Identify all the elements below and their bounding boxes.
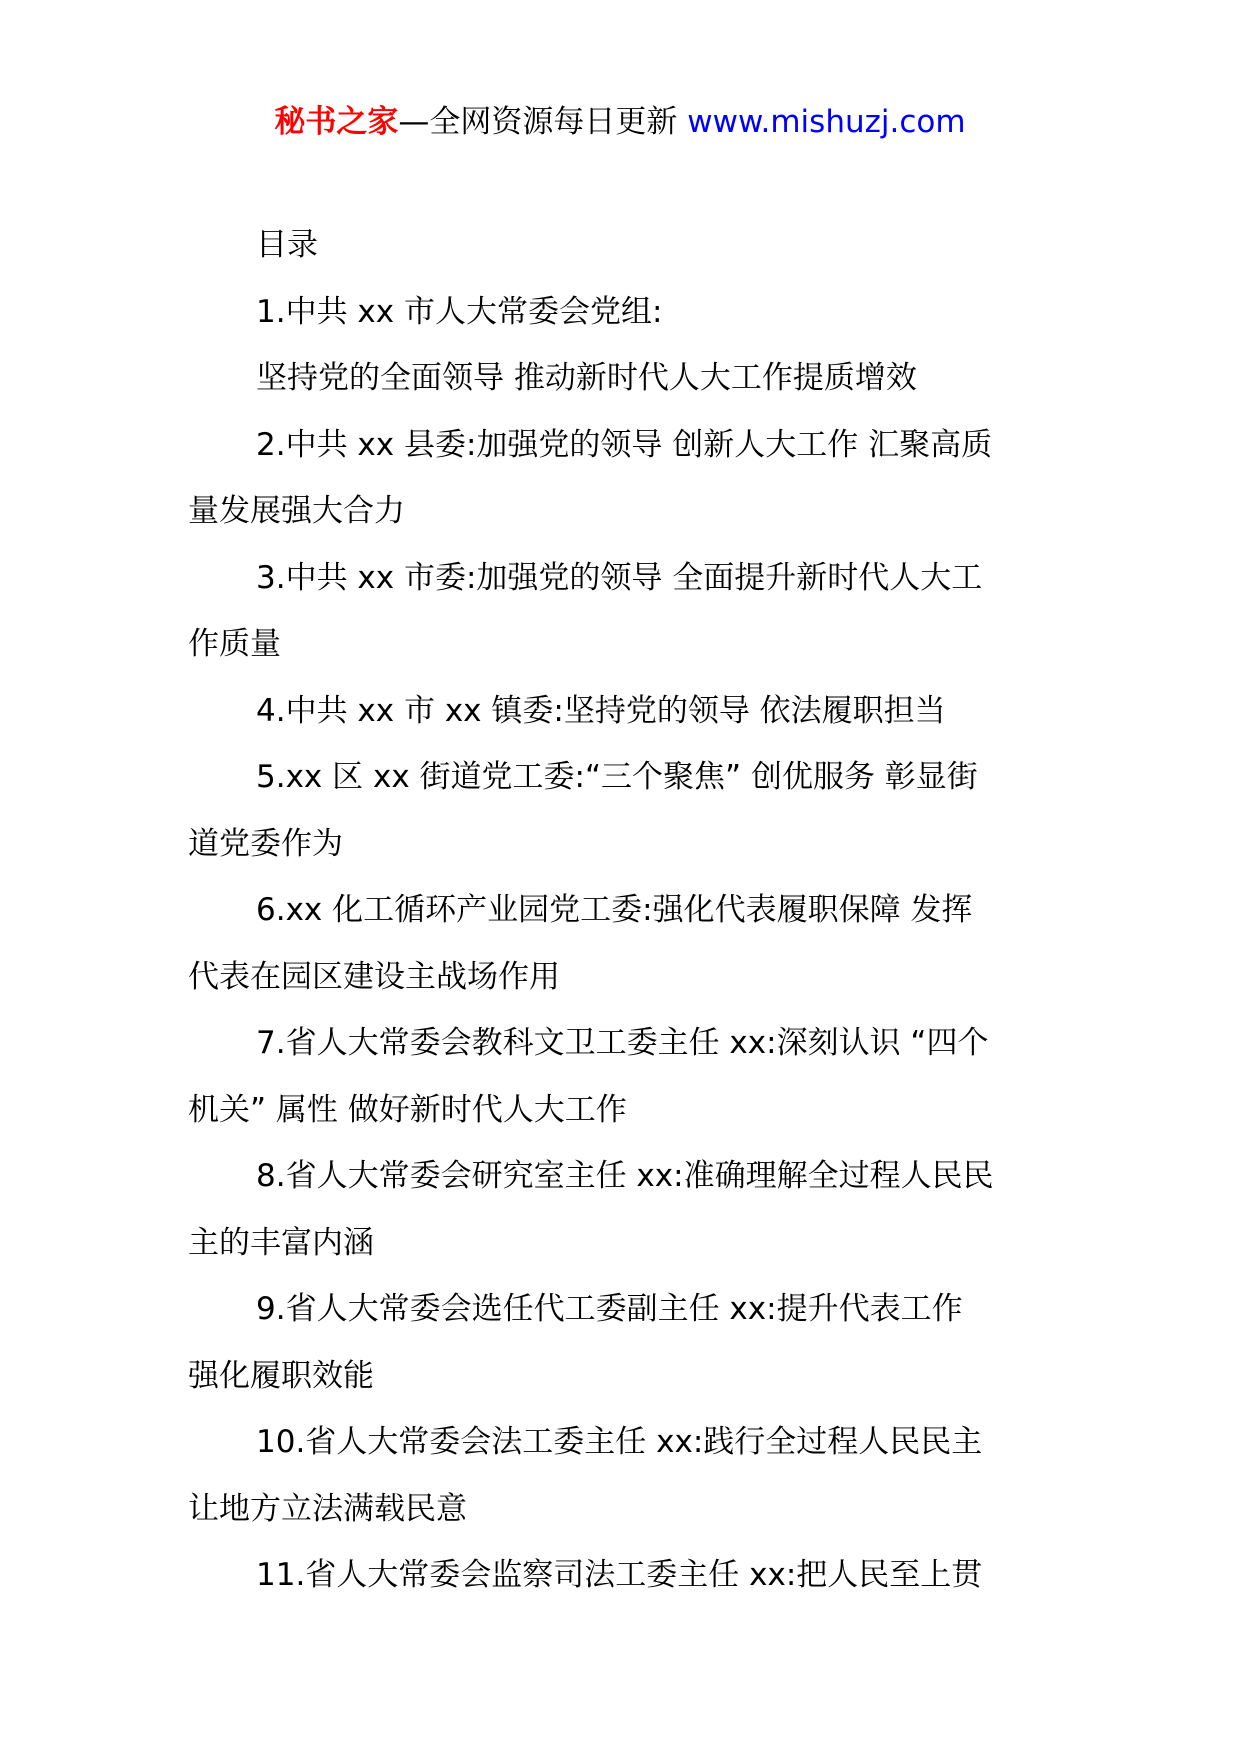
toc-line: 1.中共 xx 市人大常委会党组: <box>256 293 663 330</box>
toc-line: 主的丰富内涵 <box>188 1224 374 1261</box>
toc-line: 4.中共 xx 市 xx 镇委:坚持党的领导 依法履职担当 <box>256 692 946 729</box>
toc-line: 10.省人大常委会法工委主任 xx:践行全过程人民民主 <box>256 1424 983 1460</box>
toc-line: 强化履职效能 <box>188 1357 374 1394</box>
brand-name: 秘书之家 <box>274 104 399 140</box>
toc-line: 作质量 <box>188 626 281 662</box>
toc-line: 8.省人大常委会研究室主任 xx:准确理解全过程人民民 <box>256 1158 994 1194</box>
toc-line: 6.xx 化工循环产业园党工委:强化代表履职保障 发挥 <box>256 892 973 928</box>
toc-title: 目录 <box>256 227 318 263</box>
header-slogan: —全网资源每日更新 <box>398 104 678 140</box>
toc-line: 让地方立法满载民意 <box>188 1490 467 1527</box>
table-of-contents <box>188 212 1056 1609</box>
toc-line: 机关” 属性 做好新时代人大工作 <box>188 1091 627 1128</box>
toc-line: 7.省人大常委会教科文卫工委主任 xx:深刻认识 “四个 <box>256 1025 989 1061</box>
toc-line: 5.xx 区 xx 街道党工委:“三个聚焦” 创优服务 彰显街 <box>256 759 978 795</box>
toc-line: 9.省人大常委会选任代工委副主任 xx:提升代表工作 <box>256 1291 963 1327</box>
toc-line: 坚持党的全面领导 推动新时代人大工作提质增效 <box>256 360 917 396</box>
toc-line: 11.省人大常委会监察司法工委主任 xx:把人民至上贯 <box>256 1557 983 1593</box>
site-url-link[interactable]: www.mishuzj.com <box>687 104 966 140</box>
toc-line: 道党委作为 <box>188 825 343 862</box>
toc-line: 量发展强大合力 <box>188 493 405 529</box>
toc-line: 代表在园区建设主战场作用 <box>188 958 560 995</box>
site-header <box>0 100 1240 144</box>
toc-line: 2.中共 xx 县委:加强党的领导 创新人大工作 汇聚高质 <box>256 426 993 463</box>
toc-line: 3.中共 xx 市委:加强党的领导 全面提升新时代人大工 <box>256 559 983 596</box>
